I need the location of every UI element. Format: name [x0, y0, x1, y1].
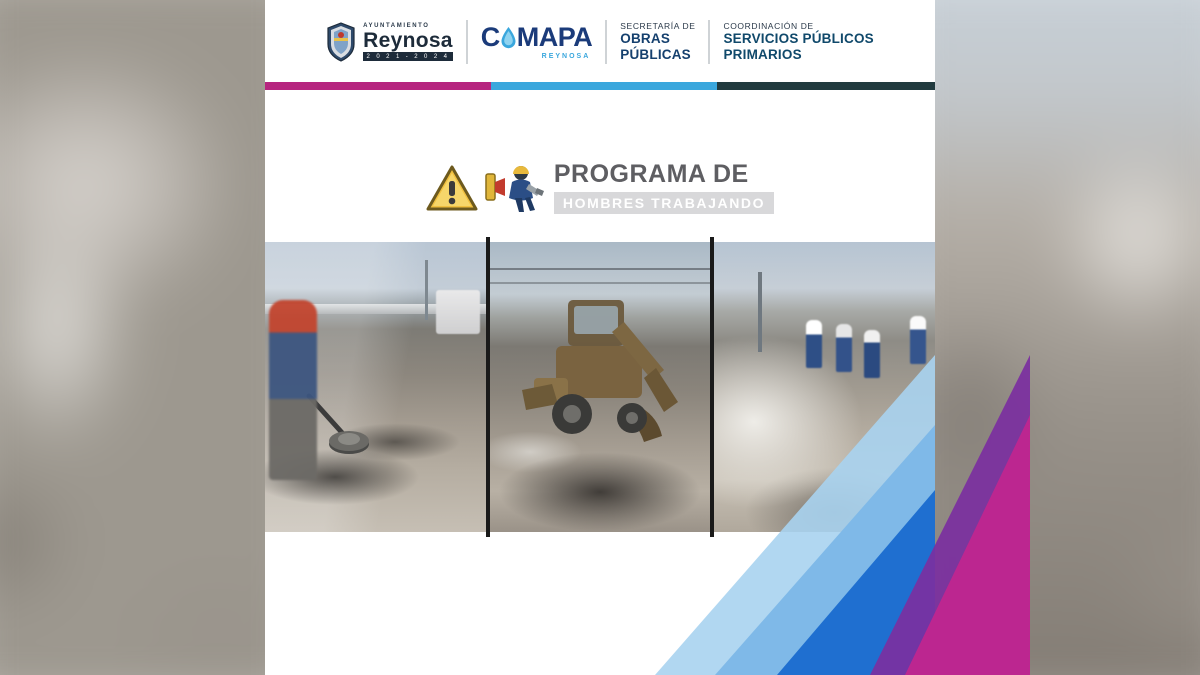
servicios-small-text: COORDINACIÓN DE: [723, 21, 814, 32]
rule-segment-blue: [491, 82, 717, 90]
power-line-1: [490, 268, 711, 270]
servicios-big-line1: SERVICIOS PÚBLICOS: [723, 31, 874, 47]
comapa-letters-mapa: MAPA: [516, 22, 593, 52]
photo-road-compaction: [265, 242, 486, 532]
worker-2: [836, 324, 852, 372]
photo-backhoe: [490, 242, 711, 532]
logo-reynosa: [313, 16, 466, 68]
worker-1: [806, 320, 822, 368]
reynosa-wordmark: [363, 23, 453, 61]
utility-pole: [425, 260, 428, 320]
reynosa-top-text: AYUNTAMIENTO: [363, 23, 430, 29]
reynosa-main-text: Reynosa: [363, 29, 453, 52]
rule-segment-dark: [717, 82, 935, 90]
servicios-wordmark: [723, 21, 873, 63]
worker-3: [864, 330, 880, 378]
photo-crew-canal: [714, 242, 935, 532]
rule-segment-magenta: [265, 82, 491, 90]
comapa-letter-c: C: [480, 22, 500, 52]
poster-title: [265, 162, 935, 214]
obras-publicas-wordmark: [620, 21, 695, 63]
header-color-rule: [265, 82, 935, 90]
obras-small-text: SECRETARÍA DE: [620, 21, 696, 32]
water-drop-icon: [500, 26, 517, 50]
title-main-text: PROGRAMA DE: [553, 160, 749, 188]
title-text-block: [554, 162, 774, 214]
obras-big-line2: PÚBLICAS: [620, 47, 691, 62]
header-logos: [265, 0, 935, 78]
plate-compactor: [305, 392, 377, 462]
worker-4: [910, 316, 926, 364]
logo-obras-publicas: [607, 16, 708, 68]
obras-big-line1: OBRAS: [620, 31, 671, 47]
distant-truck: [436, 290, 480, 334]
comapa-main-text: [481, 24, 593, 51]
comapa-sub-text: REYNOSA: [541, 53, 591, 60]
comapa-wordmark: [481, 24, 593, 60]
reynosa-years-bar: 2 0 2 1 - 2 0 2 4: [363, 52, 453, 61]
title-sub-text: HOMBRES TRABAJANDO: [554, 192, 774, 214]
logo-servicios-publicos: [710, 16, 886, 68]
canal-post: [758, 272, 762, 352]
logo-comapa: [468, 16, 606, 68]
warning-triangle-icon: [426, 164, 478, 212]
photo-strip: [265, 242, 935, 532]
servicios-big-line2: PRIMARIOS: [723, 47, 802, 62]
backhoe-loader: [516, 282, 692, 472]
men-at-work-icon: [482, 162, 544, 214]
reynosa-crest-icon: [326, 22, 356, 62]
poster-card: [265, 0, 935, 675]
